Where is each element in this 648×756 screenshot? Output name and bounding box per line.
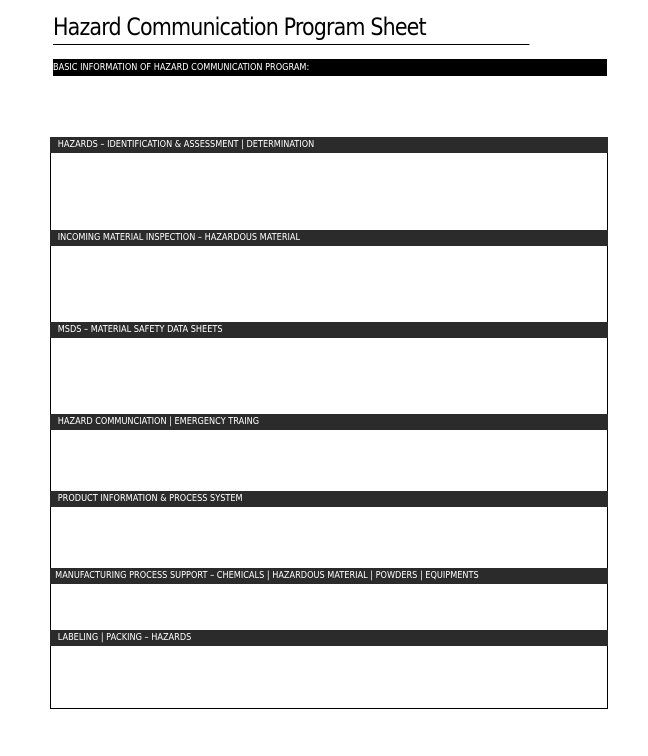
section-label: MSDS – MATERIAL SAFETY DATA SHEETS — [57, 324, 223, 335]
basic-information-bar — [53, 59, 607, 76]
section-label: MANUFACTURING PROCESS SUPPORT – CHEMICALS | HAZARDOUS MATERIAL | POWDERS | EQUIPMENTS — [55, 570, 479, 581]
section-header-manufacturing-process — [50, 568, 608, 584]
section-body-product-information[interactable] — [51, 507, 607, 568]
section-body-incoming-material[interactable] — [51, 246, 607, 322]
section-label: INCOMING MATERIAL INSPECTION – HAZARDOUS MATERIAL — [57, 232, 301, 243]
page-title: Hazard Communication Program Sheet — [53, 10, 529, 45]
section-label: LABELING | PACKING – HAZARDS — [57, 632, 192, 643]
basic-information-label: BASIC INFORMATION OF HAZARD COMMUNICATION PROGRAM: — [53, 62, 310, 73]
section-body-hazards-identification[interactable] — [51, 153, 607, 230]
section-header-hazard-communication — [50, 414, 608, 430]
section-header-product-information — [50, 491, 608, 507]
section-body-msds[interactable] — [51, 338, 607, 414]
section-label: HAZARD COMMUNCIATION | EMERGENCY TRAING — [57, 416, 260, 427]
section-header-hazards-identification — [50, 137, 608, 153]
section-body-hazard-communication[interactable] — [51, 430, 607, 491]
section-body-manufacturing-process[interactable] — [51, 584, 607, 630]
section-body-labeling-packing[interactable] — [51, 646, 607, 707]
section-label: PRODUCT INFORMATION & PROCESS SYSTEM — [57, 493, 243, 504]
section-label: HAZARDS – IDENTIFICATION & ASSESSMENT | DETERMINATION — [57, 139, 315, 150]
section-header-labeling-packing — [50, 630, 608, 646]
section-header-incoming-material — [50, 230, 608, 246]
section-header-msds — [50, 322, 608, 338]
